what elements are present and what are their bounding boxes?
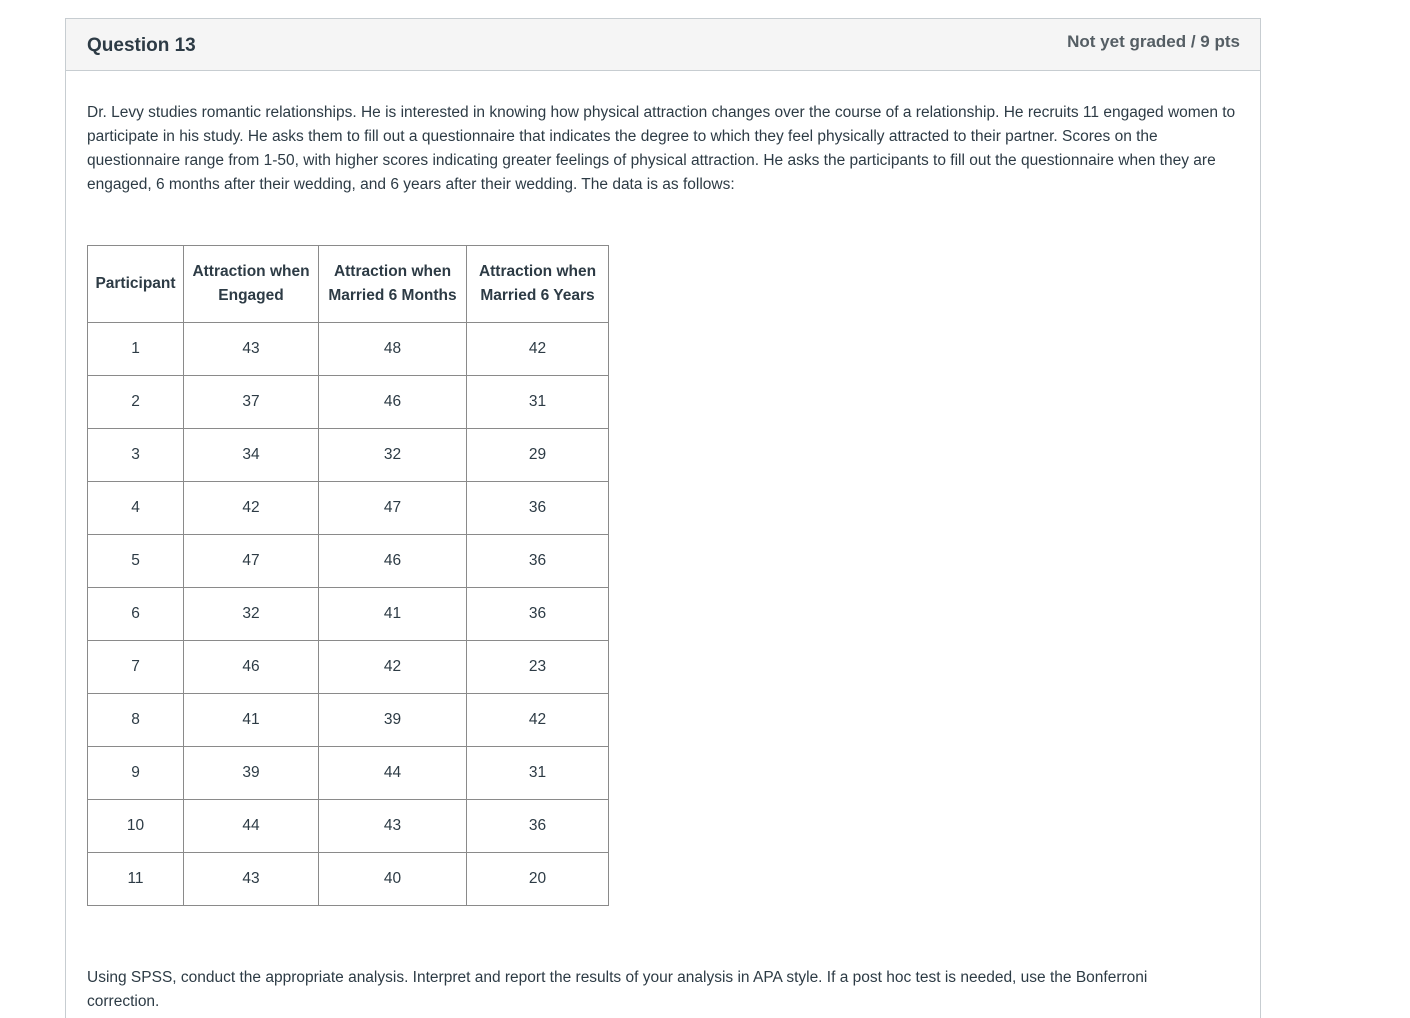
table-row: [88, 800, 609, 853]
data-table: [87, 245, 609, 906]
question-prompt: Dr. Levy studies romantic relationships. He is interested in knowing how physical attraction changes over the course of a relationship. He recruits 11 engaged women to participate in his study. He asks them to fill out a questionnaire that indicates the degree to which they feel physically attracted to their partner. Scores on the questionnaire range from 1-50, with higher scores indicating greater feelings of physical attraction. He asks the participants to fill out the questionnaire when they are engaged, 6 months after their wedding, and 6 years after their wedding. The data is as follows:: [87, 104, 1236, 193]
table-cell: 31: [467, 747, 609, 800]
table-cell: 36: [467, 535, 609, 588]
table-cell: 41: [184, 694, 319, 747]
table-cell: 37: [184, 376, 319, 429]
table-cell: 46: [319, 535, 467, 588]
table-cell: 32: [319, 429, 467, 482]
table-cell: 47: [184, 535, 319, 588]
table-row: [88, 694, 609, 747]
question-body: [87, 101, 1247, 1010]
table-cell: 41: [319, 588, 467, 641]
table-row: [88, 482, 609, 535]
column-header-participant: Participant: [88, 246, 184, 323]
table-row: [88, 588, 609, 641]
table-cell: 42: [467, 694, 609, 747]
table-cell: 36: [467, 588, 609, 641]
table-cell: 34: [184, 429, 319, 482]
table-cell: 9: [88, 747, 184, 800]
table-cell: 42: [319, 641, 467, 694]
question-header: [66, 19, 1260, 71]
table-cell: 7: [88, 641, 184, 694]
table-cell: 42: [184, 482, 319, 535]
table-row: [88, 376, 609, 429]
table-cell: 44: [184, 800, 319, 853]
table-cell: 47: [319, 482, 467, 535]
table-header-row: [88, 246, 609, 323]
table-cell: 11: [88, 853, 184, 906]
table-row: [88, 535, 609, 588]
table-cell: 6: [88, 588, 184, 641]
table-cell: 39: [319, 694, 467, 747]
table-cell: 40: [319, 853, 467, 906]
column-header-married-6-years: Attraction when Married 6 Years: [467, 246, 609, 323]
table-row: [88, 853, 609, 906]
table-cell: 8: [88, 694, 184, 747]
table-cell: 2: [88, 376, 184, 429]
table-cell: 48: [319, 323, 467, 376]
column-header-married-6-months: Attraction when Married 6 Months: [319, 246, 467, 323]
table-cell: 43: [184, 853, 319, 906]
table-cell: 36: [467, 800, 609, 853]
table-cell: 1: [88, 323, 184, 376]
table-cell: 43: [184, 323, 319, 376]
table-cell: 43: [319, 800, 467, 853]
table-cell: 4: [88, 482, 184, 535]
table-cell: 23: [467, 641, 609, 694]
table-cell: 32: [184, 588, 319, 641]
table-cell: 5: [88, 535, 184, 588]
table-cell: 42: [467, 323, 609, 376]
question-points-status: Not yet graded / 9 pts: [1067, 32, 1240, 51]
table-row: [88, 747, 609, 800]
question-title: Question 13: [87, 35, 196, 56]
table-cell: 36: [467, 482, 609, 535]
table-row: [88, 429, 609, 482]
table-cell: 3: [88, 429, 184, 482]
table-cell: 39: [184, 747, 319, 800]
table-row: [88, 323, 609, 376]
column-header-engaged: Attraction when Engaged: [184, 246, 319, 323]
table-row: [88, 641, 609, 694]
table-cell: 46: [184, 641, 319, 694]
table-cell: 31: [467, 376, 609, 429]
table-cell: 10: [88, 800, 184, 853]
question-card: [65, 18, 1261, 1018]
table-cell: 46: [319, 376, 467, 429]
question-instruction: Using SPSS, conduct the appropriate analysis. Interpret and report the results of your analysis in APA style. If a post hoc test is needed, use the Bonferroni correction.: [87, 969, 1148, 1010]
table-cell: 29: [467, 429, 609, 482]
table-cell: 44: [319, 747, 467, 800]
table-cell: 20: [467, 853, 609, 906]
